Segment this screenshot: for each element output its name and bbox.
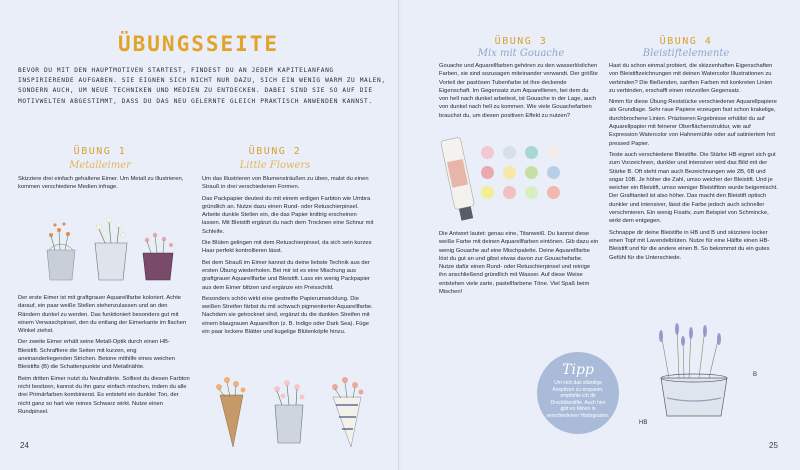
lavender-pot-illustration (639, 318, 749, 428)
palette-swatch (525, 166, 538, 179)
bouquet-striped-paper (332, 377, 364, 447)
palette-swatch (525, 146, 538, 159)
palette-swatch (503, 146, 516, 159)
exercise-4-subtitle: Bleistiftelemente (642, 48, 730, 59)
buckets-illustration (35, 205, 185, 285)
label-b: B (753, 372, 758, 378)
exercise-3-subtitle: Mix mit Gouache (477, 48, 565, 59)
color-palette (471, 140, 591, 210)
tip-bubble (537, 352, 619, 434)
exercise-1-body: Der erste Eimer ist mit graftgrauer Aquarellfarbe koloriert. Achte darauf, ein paar weiße Stellen stehenzulassen und an den Rändern dunkel zu werden. Das funktioniert besonders gut mit einem Verwaschpinsel, den du entlang der Eimerkante im flachen Winkel ziehst. Der zweite Eimer erhält seine Metall-Optik durch einen HB-Bleistift. Schraffiere die Seiten mit kurzen, eng aneinanderliegenden Strichen. Betone mithilfe eines weichen Bleistifts (B) die Schattenpunkte und Metallnähte. Beim dritten Eimer nutzt du Neutraltinte. Solltest du diesen Farbton nicht besitzen, kannst du ihn ganz einfach mischen, indem du alle drei Primärfarben kombinierst. Es entsteht ein dunkler Ton, der nicht ganz so hart wie reines Schwarz wirkt. Nutze einen Rundpinsel. (18, 295, 190, 415)
palette-swatch (503, 186, 516, 199)
exercise-2-number: ÜBUNG 2 (248, 146, 302, 157)
exercise-1-number: ÜBUNG 1 (73, 146, 127, 157)
exercise-3-number: ÜBUNG 3 (494, 36, 548, 47)
bucket-2 (95, 217, 127, 280)
page-number-right: 25 (769, 441, 778, 450)
tip-heading: Tipp (562, 362, 594, 378)
page-title: ÜBUNGSSEITE (118, 32, 280, 56)
label-hb: HB (639, 420, 648, 426)
palette-swatch (547, 166, 560, 179)
exercise-4-body: Hast du schon einmal probiert, die skizzenhaften Eigenschaften von Bleistiftzeichnungen mit deinen Watercolor Illustrationen zu verbinden? Die fließenden, sanften Farben mit konkreten Linien zu verbinden, erschafft einen reizvollen Gegensatz. Nimm für diese Übung Reststücke verschiedener Aquarellpapiere als Grundlage. Sehr raue Papiere erzeugen fast schon krakelige, durchbrochene Linien. Präziseren Ergebnisse erhältst du auf Aquarellpapier mit feinerer Oberflächenstruktur, wie auf Expression Watercolor von Hahnemühle oder auf satiniertem hot pressed Papier. Teste auch verschiedene Bleistifte. Die Stärke HB eignet sich gut zum Vorzeichnen, dunkler und intensiver wird das Bild mit der Stärke B. Oft steht man auch Bezeichnungen wie 2B, 6B und sogar 10B. Je höher die Zahl, umso weicher der Bleistift. Und je weicher ein Bleistift, umso weniger Bleistiftton wurde beigemischt. Der Grafitanteil ist also höher. Das macht den Bleistift optisch dunkler und intensiver, lässt die Farbe jedoch auch schneller verschmieren. Ein wenig Fixativ, zum Beispiel von Schmincke, wirkt dem entgegen. Schnappe dir deine Bleistifte in HB und B und skizziere locker einen Topf mit Lavendelblüten. Nutze für eine Hälfte einen HB-Bleistift und für die andere einen B. So bekommst du ein gutes Gefühl für die Unterschiede. (609, 63, 778, 261)
palette-swatch (547, 186, 560, 199)
palette-swatch (481, 186, 494, 199)
exercise-3-body-bottom: Die Antwort lautet: genau eine, Titanweiß. Du kannst diese weiße Farbe mit deinen Aquarellfarben eintönen. Gib dazu ein wenig Gouache auf eine Mischpalette. Deine Aquarellfarbe löst du gut an und gibst etwas davon zur Gouachefarbe. Nutze dafür einen Rund- oder Retuschierpinsel und reinige ihn anschließend gründlich mit Wasser. Auf diese Weise entstehen viele zarte, pastellfarbene Töne. Viel Spaß beim Mischen! (439, 231, 599, 296)
bouquets-illustration (205, 365, 385, 450)
page-number-left: 24 (20, 441, 29, 450)
palette-swatch (547, 146, 560, 159)
bucket-1 (47, 222, 75, 280)
tip-text: Um sich das ständige Anspitzen zu ersparen, empfehle ich dir Druckbleistifte. Auch hier gibt es Minen in verschiedenen Härtegraden. (546, 380, 610, 419)
exercise-1-subtitle: Metalleimer (69, 160, 131, 171)
palette-swatch (481, 166, 494, 179)
exercise-1-intro: Skizziere drei einfach gehaltene Eimer. Um Metall zu illustrieren, kommen verschiedene Medien infrage. (18, 176, 184, 191)
exercise-3-body-top: Gouache und Aquarellfarben gehören zu den wasserlöslichen Farben, sie sind sozusagen miteinander verwandt. Der größte Vorteil der pastösen Tubenfarbe ist ihre deckende Eigenschaft. Im Gegensatz zum Aquarellieren, bei dem du von hell nach dunkel arbeitest, ist Gouache in der Lage, auch von dunkel nach hell zu kommen. Wie viele Gouachefarben brauchst du, um diesen positiven Effekt zu nutzen? (439, 63, 598, 119)
exercise-2-body: Um das Illustrieren von Blumensträußen zu üben, malst du einen Strauß in drei verschiedenen Formen. Das Packpapier deutest du mit einem erdigen Farbton wie Umbra gründlich an. Nutze dazu einen Rund- oder Retuschierpinsel. Arbeite dunkle Stellen ein, die das Papier knittrig erscheinen lassen. Mit Bleistift ergänzt du nach dem Trocknen eine Schnur mit Schleife. Die Blüten gelingen mit dem Retuschierpinsel, da sich sein kurzes Haar perfekt kontrollieren lässt. Bei dem Strauß im Eimer kannst du deine liebste Technik aus der ersten Übung wiederholen. Bei mir ist es eine Mischung aus graftgrauer Aquarellfarbe und Bleistift. Lass ein wenig Packpapier aus dem Eimer blitzen und ergänze ein Preisschild. Besonders schön wirkt eine gestreifte Papierumwicklung. Die weißen Streifen färbst du mit schwach pigmentierter Aquarellfarbe. Nachdem sie getrocknet sind, ergänzt du die dunklen Streifen mit einem blaugrauen Aquarellton (z. B. Indigo oder Dark Sea). Füge ein paar lockere Blätter und kugelige Blütenköpfe hinzu. (202, 176, 374, 336)
palette-swatch (503, 166, 516, 179)
exercise-4-number: ÜBUNG 4 (659, 36, 713, 47)
intro-text: BEVOR DU MIT DEN HAUPTMOTIVEN STARTEST, FINDEST DU AN JEDEM KAPITELANFANG INSPIRIERENDE AUFGABEN. SIE EIGNEN SICH NICHT NUR DAZU, SICH EIN WENIG WARM ZU MALEN, SONDERN AUCH, UM NEUE TECHNIKEN UND MEDIEN ZU ENTDECKEN. DABEI SIND SIE SO AUF DIE MOTIVWELTEN ABGESTIMMT, DASS DU DAS NEU GELERNTE GLEICH PRAKTISCH ANWENDEN KANNST. (18, 67, 386, 105)
exercise-2-subtitle: Little Flowers (239, 160, 311, 171)
bucket-3 (143, 233, 173, 280)
bouquet-bucket (274, 380, 305, 443)
palette-swatch (481, 146, 494, 159)
bouquet-paper-cone (216, 377, 246, 447)
left-page (0, 0, 399, 470)
palette-swatch (525, 186, 538, 199)
